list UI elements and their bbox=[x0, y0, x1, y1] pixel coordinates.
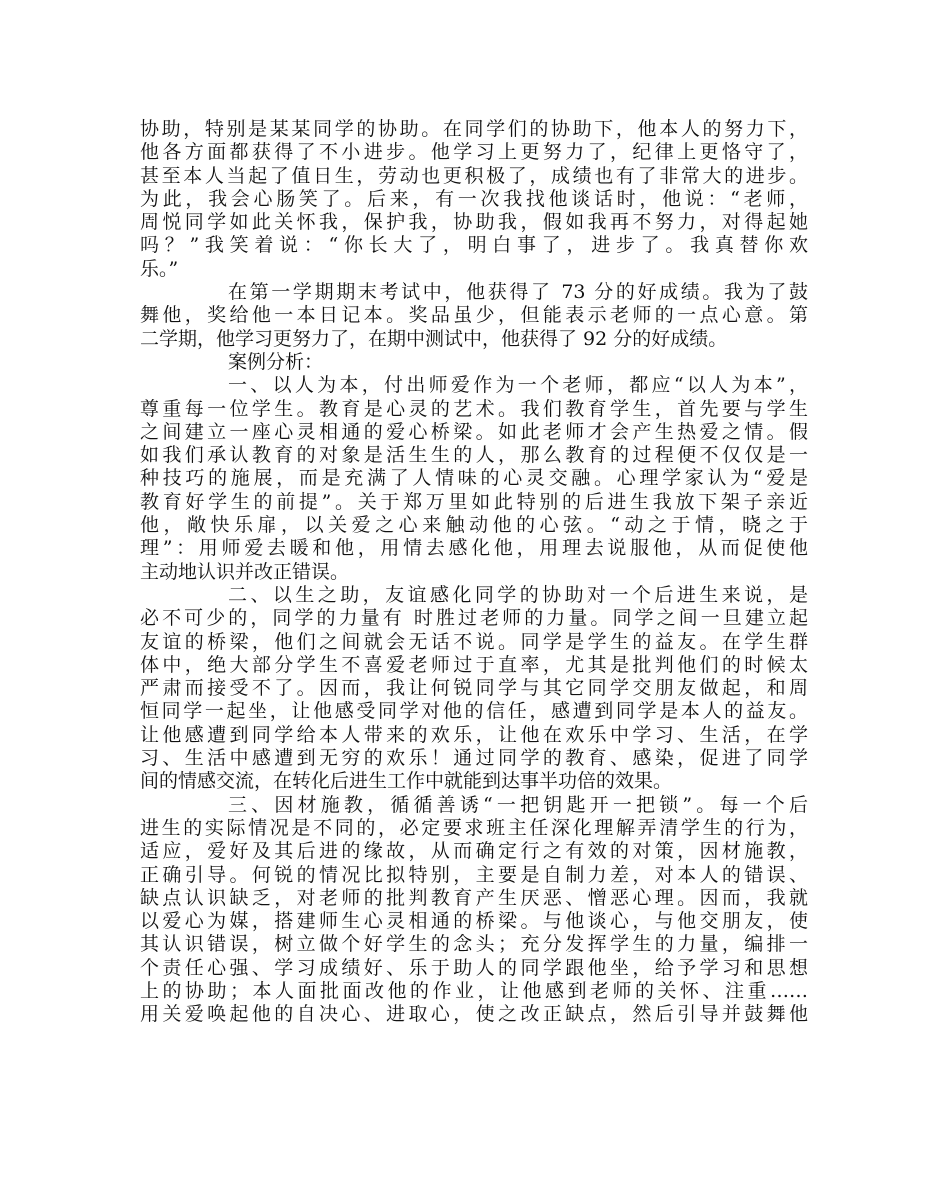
text-line: 在第一学期期末考试中，他获得了 73 分的好成绩。我为了鼓 bbox=[228, 281, 808, 304]
text-line: 进生的实际情况是不同的，必定要求班主任深化理解弄清学生的行为， bbox=[140, 816, 808, 839]
text-line: 理”：用师爱去暖和他，用情去感化他，用理去说服他，从而促使他 bbox=[140, 537, 808, 560]
text-line: 二、以生之助，友谊感化同学的协助对一个后进生来说，是 bbox=[228, 583, 808, 606]
text-line: 习、生活中感遭到无穷的欢乐！通过同学的教育、感染，促进了同学 bbox=[140, 747, 808, 770]
text-line: 为此，我会心肠笑了。后来，有一次我找他谈话时，他说：“老师， bbox=[140, 187, 808, 210]
text-line: 案例分析： bbox=[228, 350, 324, 373]
text-line: 甚至本人当起了值日生，劳动也更积极了，成绩也有了非常大的进步。 bbox=[140, 164, 808, 187]
text-line: 严肃而接受不了。因而，我让何锐同学与其它同学交朋友做起，和周 bbox=[140, 677, 808, 700]
text-line: 吗？”我笑着说：“你长大了，明白事了，进步了。我真替你欢 bbox=[140, 234, 808, 257]
text-line: 之间建立一座心灵相通的爱心桥梁。如此老师才会产生热爱之情。假 bbox=[140, 420, 808, 443]
text-line: 三、因材施教，循循善诱“一把钥匙开一把锁”。每一个后 bbox=[228, 793, 808, 816]
text-line: 上的协助；本人面批面改他的作业，让他感到老师的关怀、注重…… bbox=[140, 979, 808, 1002]
text-line: 协助，特别是某某同学的协助。在同学们的协助下，他本人的努力下， bbox=[140, 118, 808, 140]
text-line: 种技巧的施展，而是充满了人情味的心灵交融。心理学家认为“爱是 bbox=[140, 467, 808, 490]
text-line: 教育好学生的前提”。关于郑万里如此特别的后进生我放下架子亲近 bbox=[140, 490, 808, 513]
text-line: 他，敞快乐扉，以关爱之心来触动他的心弦。“动之于情，晓之于 bbox=[140, 514, 808, 537]
text-line: 用关爱唤起他的自决心、进取心，使之改正缺点，然后引导并鼓舞他 bbox=[140, 1003, 808, 1026]
text-line: 如我们承认教育的对象是活生生的人，那么教育的过程便不仅仅是一 bbox=[140, 444, 808, 467]
text-line: 适应，爱好及其后进的缘故，从而确定行之有效的对策，因材施教， bbox=[140, 840, 808, 863]
text-line: 其认识错误，树立做个好学生的念头；充分发挥学生的力量，编排一 bbox=[140, 933, 808, 956]
text-line: 间的情感交流，在转化后进生工作中就能到达事半功倍的效果。 bbox=[140, 770, 673, 793]
text-line: 主动地认识并改正错误。 bbox=[140, 560, 350, 583]
text-line: 正确引导。何锐的情况比拟特别，主要是自制力差，对本人的错误、 bbox=[140, 863, 808, 886]
text-line: 友谊的桥梁，他们之间就会无话不说。同学是学生的益友。在学生群 bbox=[140, 630, 808, 653]
document-body bbox=[140, 118, 808, 1027]
text-line: 周悦同学如此关怀我，保护我，协助我，假如我再不努力，对得起她 bbox=[140, 211, 808, 234]
text-line: 二学期，他学习更努力了，在期中测试中，他获得了 92 分的好成绩。 bbox=[140, 327, 728, 350]
text-line: 以爱心为媒，搭建师生心灵相通的桥梁。与他谈心，与他交朋友，使 bbox=[140, 910, 808, 933]
text-line: 尊重每一位学生。教育是心灵的艺术。我们教育学生，首先要与学生 bbox=[140, 397, 808, 420]
text-line: 体中，绝大部分学生不喜爱老师过于直率，尤其是批判他们的时候太 bbox=[140, 653, 808, 676]
text-line: 一、以人为本，付出师爱作为一个老师，都应“以人为本”， bbox=[228, 374, 808, 397]
text-line: 恒同学一起坐，让他感受同学对他的信任，感遭到同学是本人的益友。 bbox=[140, 700, 808, 723]
text-line: 必不可少的，同学的力量有 时胜过老师的力量。同学之间一旦建立起 bbox=[140, 607, 808, 630]
text-line: 乐。” bbox=[140, 257, 179, 280]
text-line: 缺点认识缺乏，对老师的批判教育产生厌恶、憎恶心理。因而，我就 bbox=[140, 886, 808, 909]
text-line: 舞他，奖给他一本日记本。奖品虽少，但能表示老师的一点心意。第 bbox=[140, 304, 808, 327]
text-line: 他各方面都获得了不小进步。他学习上更努力了，纪律上更恪守了， bbox=[140, 141, 808, 164]
text-line: 个责任心强、学习成绩好、乐于助人的同学跟他坐，给予学习和思想 bbox=[140, 956, 808, 979]
text-line: 让他感遭到同学给本人带来的欢乐，让他在欢乐中学习、生活，在学 bbox=[140, 723, 808, 746]
